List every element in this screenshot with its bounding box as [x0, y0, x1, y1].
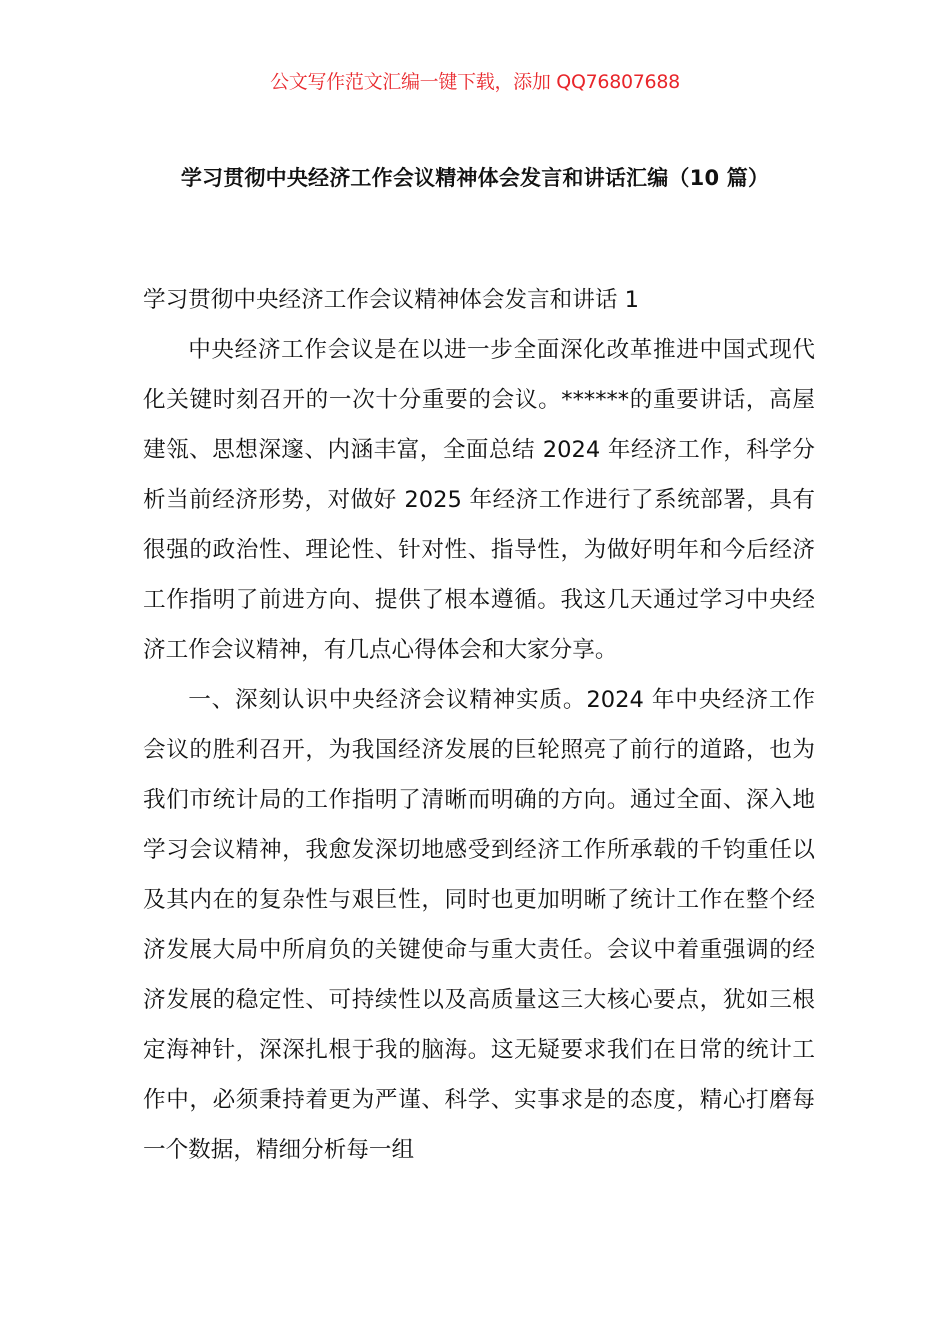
document-body — [143, 275, 815, 1175]
section-heading: 学习贯彻中央经济工作会议精神体会发言和讲话 1 — [143, 287, 640, 313]
document-title: 学习贯彻中央经济工作会议精神体会发言和讲话汇编（10 篇） — [180, 166, 770, 190]
download-promo-banner: 公文写作范文汇编一键下载，添加 QQ76807688 — [270, 71, 680, 93]
paragraph-point-one: 一、深刻认识中央经济会议精神实质。2024 年中央经济工作会议的胜利召开，为我国经济发展的巨轮照亮了前行的道路，也为我们市统计局的工作指明了清晰而明确的方向。通过全面、深入地学习会议精神，我愈发深切地感受到经济工作所承载的千钧重任以及其内在的复杂性与艰巨性，同时也更加明晰了统计工作在整个经济发展大局中所肩负的关键使命与重大责任。会议中着重强调的经济发展的稳定性、可持续性以及高质量这三大核心要点，犹如三根定海神针，深深扎根于我的脑海。这无疑要求我们在日常的统计工作中，必须秉持着更为严谨、科学、实事求是的态度，精心打磨每一个数据，精细分析每一组 — [143, 687, 815, 1163]
paragraph-intro: 中央经济工作会议是在以进一步全面深化改革推进中国式现代化关键时刻召开的一次十分重要的会议。******的重要讲话，高屋建瓴、思想深邃、内涵丰富，全面总结 2024 年经济工作，科学分析当前经济形势，对做好 2025 年经济工作进行了系统部署，具有很强的政治性、理论性、针对性、指导性，为做好明年和今后经济工作指明了前进方向、提供了根本遵循。我这几天通过学习中央经济工作会议精神，有几点心得体会和大家分享。 — [143, 337, 815, 663]
